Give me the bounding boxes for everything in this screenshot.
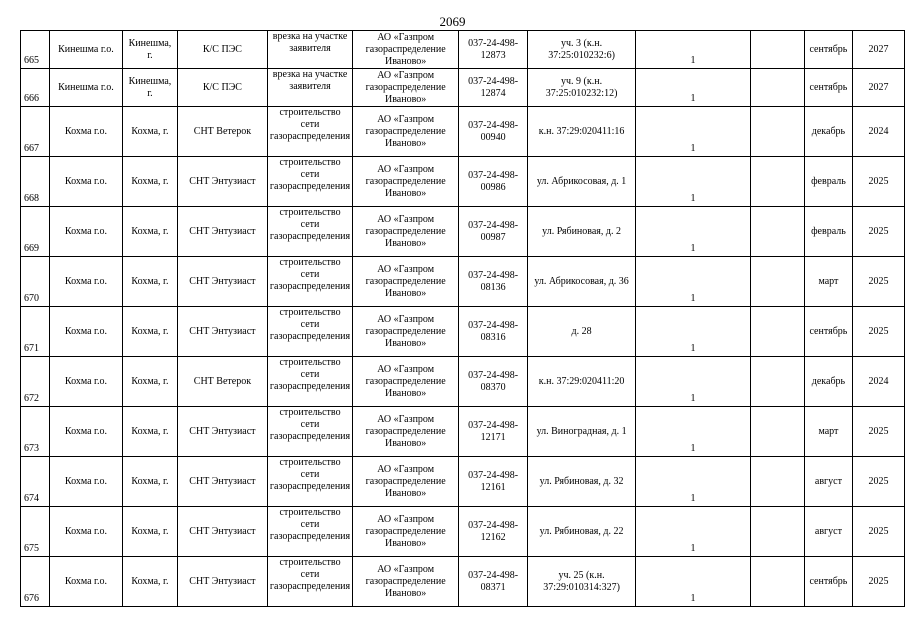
- year-cell: 2025: [852, 207, 904, 257]
- empty-cell: [750, 257, 804, 307]
- month-cell: февраль: [804, 157, 852, 207]
- organization-cell: АО «Газпром газораспределение Иваново»: [353, 207, 459, 257]
- city-cell: Кохма, г.: [122, 207, 177, 257]
- empty-cell: [750, 507, 804, 557]
- site-cell: СНТ Энтузиаст: [177, 507, 267, 557]
- count-cell: 1: [636, 307, 751, 357]
- site-cell: СНТ Энтузиаст: [177, 457, 267, 507]
- empty-cell: [750, 31, 804, 69]
- site-cell: СНТ Ветерок: [177, 357, 267, 407]
- table-row: [21, 557, 905, 607]
- empty-cell: [750, 157, 804, 207]
- address-cell: уч. 25 (к.н. 37:29:010314:327): [528, 557, 636, 607]
- empty-cell: [750, 407, 804, 457]
- year-cell: 2027: [852, 31, 904, 69]
- row-number: 667: [21, 107, 50, 157]
- site-cell: СНТ Энтузиаст: [177, 257, 267, 307]
- table-row: [21, 107, 905, 157]
- organization-cell: АО «Газпром газораспределение Иваново»: [353, 31, 459, 69]
- month-cell: август: [804, 507, 852, 557]
- application-code-cell: 037-24-498-00986: [459, 157, 528, 207]
- count-cell: 1: [636, 257, 751, 307]
- work-type-cell: строительство сети газораспределения: [267, 407, 352, 457]
- address-cell: к.н. 37:29:020411:20: [528, 357, 636, 407]
- work-type-cell: строительство сети газораспределения: [267, 257, 352, 307]
- application-code-cell: 037-24-498-00940: [459, 107, 528, 157]
- work-type-cell: врезка на участке заявителя: [267, 31, 352, 69]
- work-type-cell: строительство сети газораспределения: [267, 157, 352, 207]
- site-cell: К/С ПЭС: [177, 69, 267, 107]
- row-number: 670: [21, 257, 50, 307]
- address-cell: ул. Абрикосовая, д. 1: [528, 157, 636, 207]
- table-row: [21, 357, 905, 407]
- month-cell: август: [804, 457, 852, 507]
- application-code-cell: 037-24-498-08316: [459, 307, 528, 357]
- row-number: 674: [21, 457, 50, 507]
- address-cell: ул. Рябиновая, д. 22: [528, 507, 636, 557]
- count-cell: 1: [636, 157, 751, 207]
- work-type-cell: строительство сети газораспределения: [267, 107, 352, 157]
- work-type-cell: строительство сети газораспределения: [267, 457, 352, 507]
- city-cell: Кохма, г.: [122, 557, 177, 607]
- row-number: 675: [21, 507, 50, 557]
- month-cell: декабрь: [804, 107, 852, 157]
- work-type-cell: врезка на участке заявителя: [267, 69, 352, 107]
- year-cell: 2024: [852, 357, 904, 407]
- organization-cell: АО «Газпром газораспределение Иваново»: [353, 157, 459, 207]
- empty-cell: [750, 307, 804, 357]
- gas-connection-table: [20, 30, 905, 607]
- application-code-cell: 037-24-498-12171: [459, 407, 528, 457]
- count-cell: 1: [636, 407, 751, 457]
- city-cell: Кохма, г.: [122, 257, 177, 307]
- site-cell: СНТ Ветерок: [177, 107, 267, 157]
- address-cell: д. 28: [528, 307, 636, 357]
- empty-cell: [750, 457, 804, 507]
- district-cell: Кохма г.о.: [49, 307, 122, 357]
- count-cell: 1: [636, 107, 751, 157]
- address-cell: ул. Абрикосовая, д. 36: [528, 257, 636, 307]
- year-cell: 2025: [852, 507, 904, 557]
- work-type-cell: строительство сети газораспределения: [267, 307, 352, 357]
- empty-cell: [750, 357, 804, 407]
- month-cell: сентябрь: [804, 307, 852, 357]
- month-cell: декабрь: [804, 357, 852, 407]
- city-cell: Кохма, г.: [122, 357, 177, 407]
- district-cell: Кохма г.о.: [49, 407, 122, 457]
- district-cell: Кохма г.о.: [49, 107, 122, 157]
- organization-cell: АО «Газпром газораспределение Иваново»: [353, 357, 459, 407]
- table-row: [21, 307, 905, 357]
- row-number: 671: [21, 307, 50, 357]
- year-cell: 2025: [852, 457, 904, 507]
- city-cell: Кохма, г.: [122, 307, 177, 357]
- table-body: [21, 31, 905, 607]
- empty-cell: [750, 107, 804, 157]
- site-cell: СНТ Энтузиаст: [177, 557, 267, 607]
- district-cell: Кохма г.о.: [49, 457, 122, 507]
- work-type-cell: строительство сети газораспределения: [267, 507, 352, 557]
- count-cell: 1: [636, 207, 751, 257]
- year-cell: 2024: [852, 107, 904, 157]
- application-code-cell: 037-24-498-00987: [459, 207, 528, 257]
- organization-cell: АО «Газпром газораспределение Иваново»: [353, 257, 459, 307]
- month-cell: март: [804, 257, 852, 307]
- count-cell: 1: [636, 457, 751, 507]
- organization-cell: АО «Газпром газораспределение Иваново»: [353, 457, 459, 507]
- application-code-cell: 037-24-498-08136: [459, 257, 528, 307]
- count-cell: 1: [636, 557, 751, 607]
- organization-cell: АО «Газпром газораспределение Иваново»: [353, 307, 459, 357]
- count-cell: 1: [636, 31, 751, 69]
- application-code-cell: 037-24-498-08370: [459, 357, 528, 407]
- row-number: 669: [21, 207, 50, 257]
- row-number: 665: [21, 31, 50, 69]
- work-type-cell: строительство сети газораспределения: [267, 557, 352, 607]
- organization-cell: АО «Газпром газораспределение Иваново»: [353, 107, 459, 157]
- year-cell: 2027: [852, 69, 904, 107]
- table-row: [21, 407, 905, 457]
- application-code-cell: 037-24-498-12873: [459, 31, 528, 69]
- count-cell: 1: [636, 507, 751, 557]
- district-cell: Кохма г.о.: [49, 257, 122, 307]
- table-row: [21, 207, 905, 257]
- organization-cell: АО «Газпром газораспределение Иваново»: [353, 557, 459, 607]
- month-cell: сентябрь: [804, 69, 852, 107]
- row-number: 673: [21, 407, 50, 457]
- application-code-cell: 037-24-498-12874: [459, 69, 528, 107]
- site-cell: СНТ Энтузиаст: [177, 407, 267, 457]
- organization-cell: АО «Газпром газораспределение Иваново»: [353, 407, 459, 457]
- address-cell: уч. 3 (к.н. 37:25:010232:6): [528, 31, 636, 69]
- address-cell: к.н. 37:29:020411:16: [528, 107, 636, 157]
- address-cell: ул. Рябиновая, д. 32: [528, 457, 636, 507]
- work-type-cell: строительство сети газораспределения: [267, 357, 352, 407]
- city-cell: Кинешма, г.: [122, 69, 177, 107]
- empty-cell: [750, 69, 804, 107]
- district-cell: Кинешма г.о.: [49, 31, 122, 69]
- row-number: 668: [21, 157, 50, 207]
- year-cell: 2025: [852, 257, 904, 307]
- table-row: [21, 257, 905, 307]
- table-row: [21, 31, 905, 69]
- table-row: [21, 157, 905, 207]
- organization-cell: АО «Газпром газораспределение Иваново»: [353, 507, 459, 557]
- application-code-cell: 037-24-498-12162: [459, 507, 528, 557]
- month-cell: февраль: [804, 207, 852, 257]
- empty-cell: [750, 557, 804, 607]
- year-cell: 2025: [852, 307, 904, 357]
- district-cell: Кохма г.о.: [49, 157, 122, 207]
- row-number: 676: [21, 557, 50, 607]
- site-cell: СНТ Энтузиаст: [177, 207, 267, 257]
- city-cell: Кохма, г.: [122, 457, 177, 507]
- organization-cell: АО «Газпром газораспределение Иваново»: [353, 69, 459, 107]
- site-cell: СНТ Энтузиаст: [177, 157, 267, 207]
- site-cell: К/С ПЭС: [177, 31, 267, 69]
- count-cell: 1: [636, 69, 751, 107]
- work-type-cell: строительство сети газораспределения: [267, 207, 352, 257]
- address-cell: ул. Рябиновая, д. 2: [528, 207, 636, 257]
- district-cell: Кохма г.о.: [49, 507, 122, 557]
- year-cell: 2025: [852, 557, 904, 607]
- city-cell: Кохма, г.: [122, 157, 177, 207]
- district-cell: Кохма г.о.: [49, 207, 122, 257]
- district-cell: Кохма г.о.: [49, 357, 122, 407]
- page-number: 2069: [439, 14, 466, 29]
- row-number: 666: [21, 69, 50, 107]
- year-cell: 2025: [852, 157, 904, 207]
- address-cell: ул. Виноградная, д. 1: [528, 407, 636, 457]
- empty-cell: [750, 207, 804, 257]
- address-cell: уч. 9 (к.н. 37:25:010232:12): [528, 69, 636, 107]
- city-cell: Кохма, г.: [122, 407, 177, 457]
- month-cell: март: [804, 407, 852, 457]
- table-row: [21, 457, 905, 507]
- site-cell: СНТ Энтузиаст: [177, 307, 267, 357]
- table-row: [21, 69, 905, 107]
- application-code-cell: 037-24-498-08371: [459, 557, 528, 607]
- count-cell: 1: [636, 357, 751, 407]
- month-cell: сентябрь: [804, 31, 852, 69]
- city-cell: Кинешма, г.: [122, 31, 177, 69]
- table-row: [21, 507, 905, 557]
- city-cell: Кохма, г.: [122, 507, 177, 557]
- district-cell: Кинешма г.о.: [49, 69, 122, 107]
- district-cell: Кохма г.о.: [49, 557, 122, 607]
- month-cell: сентябрь: [804, 557, 852, 607]
- row-number: 672: [21, 357, 50, 407]
- year-cell: 2025: [852, 407, 904, 457]
- application-code-cell: 037-24-498-12161: [459, 457, 528, 507]
- city-cell: Кохма, г.: [122, 107, 177, 157]
